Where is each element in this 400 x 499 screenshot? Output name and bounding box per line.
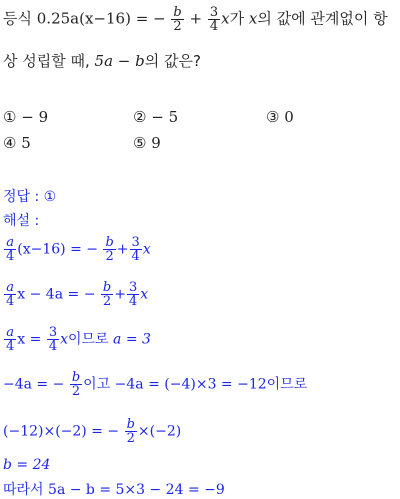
question-line-1: 등식 0.25a(x−16) = − $\frac{b}{2}$ + $\frac{3}{4}$ x가 x의 값에 관계없이 항 [3,5,388,34]
equation-left: 0.25a(x−16) = − [36,9,166,28]
solution-step-2: $\frac{a}{4}$ x − 4a = − $\frac{b}{2}$ + $\frac{3}{4}$ x [6,280,149,309]
option-4[interactable]: ④ 5 [3,134,31,152]
option-3[interactable]: ③ 0 [266,108,294,126]
fraction-3-over-4: $\frac{3}{4}$ [209,5,219,34]
question-text: 등식 [3,9,32,28]
solution-conclusion: 따라서 5a − b = 5×3 − 24 = −9 [3,482,225,498]
answer-line [3,186,56,206]
option-5[interactable]: ⑤ 9 [133,134,161,152]
solution-step-5: (−12)×(−2) = − $\frac{b}{2}$ ×(−2) [3,417,182,446]
answer-label: 정답 : [3,189,40,205]
solution-step-1: $\frac{a}{4}$ (x−16) = − $\frac{b}{2}$ + $\frac{3}{4}$ x [6,235,151,264]
explanation-label: 해설 : [3,213,40,229]
solution-step-4: −4a = − $\frac{b}{2}$ 이고 −4a = (−4)×3 = −12이므로 [3,370,308,399]
option-2[interactable]: ② − 5 [133,108,179,126]
solution-step-3: $\frac{a}{4}$ x = $\frac{3}{4}$ x이므로 a = 3 [6,325,151,354]
target-expression: 5a − b [94,52,145,70]
answer-value: ① [43,189,57,205]
option-1[interactable]: ① − 9 [3,108,49,126]
question-line-2: 상 성립할 때, 5a − b의 값은? [3,52,201,70]
fraction-b-over-2: $\frac{b}{2}$ [173,5,182,34]
solution-step-6: b = 24 [3,457,51,473]
